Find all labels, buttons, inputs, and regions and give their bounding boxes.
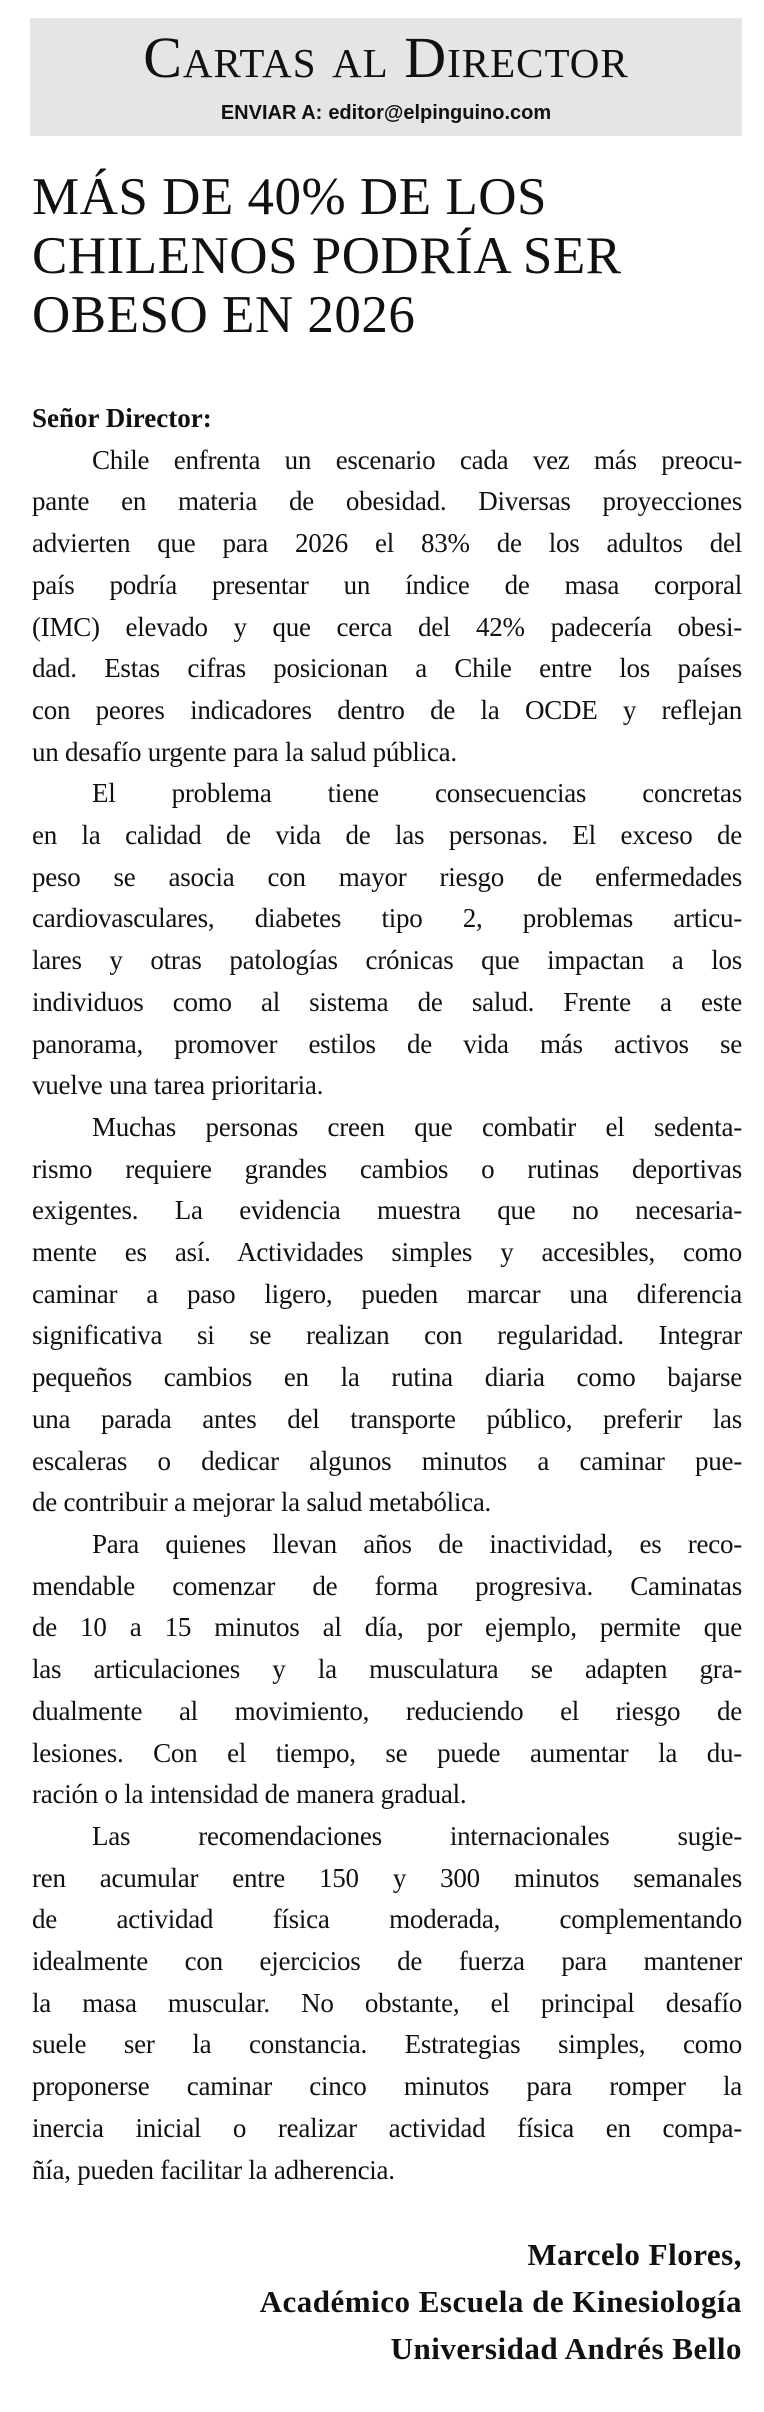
paragraph-line: mente es así. Actividades simples y accesibles, como	[32, 1237, 742, 1268]
send-to-label: ENVIAR A:	[220, 102, 323, 124]
paragraph-line: idealmente con ejercicios de fuerza para mantener	[32, 1946, 742, 1977]
paragraph-line: pante en materia de obesidad. Diversas proyecciones	[32, 486, 742, 517]
paragraph-line: (IMC) elevado y que cerca del 42% padecería obesi-	[32, 611, 742, 642]
paragraph-line: las articulaciones y la musculatura se adapten gra-	[32, 1654, 742, 1685]
paragraph-line: ración o la intensidad de manera gradual.	[32, 1779, 467, 1810]
paragraph-line: mendable comenzar de forma progresiva. Caminatas	[32, 1570, 742, 1601]
paragraph-line: un desafío urgente para la salud pública.	[32, 736, 457, 767]
paragraph-line: proponerse caminar cinco minutos para romper la	[32, 2071, 742, 2102]
paragraph-line: Las recomendaciones internacionales sugie-	[92, 1820, 742, 1851]
paragraph-line: advierten que para 2026 el 83% de los adultos del	[32, 528, 742, 559]
editor-email: editor@elpinguino.com	[328, 102, 552, 124]
paragraph-line: lares y otras patologías crónicas que impactan a los	[32, 945, 742, 976]
paragraph-line: ñía, pueden facilitar la adherencia.	[32, 2154, 395, 2185]
paragraph-line: peso se asocia con mayor riesgo de enfermedades	[32, 861, 742, 892]
section-header	[30, 18, 742, 136]
paragraph-line: dualmente al movimiento, reduciendo el riesgo de	[32, 1695, 742, 1726]
paragraph-line: país podría presentar un índice de masa corporal	[32, 569, 742, 600]
paragraph-line: Chile enfrenta un escenario cada vez más preocu-	[92, 444, 742, 475]
letter-body	[32, 398, 742, 2191]
salutation: Señor Director:	[32, 403, 212, 433]
paragraph-line: suele ser la constancia. Estrategias simples, como	[32, 2029, 742, 2060]
letter-headline	[32, 168, 732, 345]
paragraph-line: panorama, promover estilos de vida más activos se	[32, 1028, 742, 1059]
headline-line-1: MÁS DE 40% DE LOS	[32, 168, 547, 226]
paragraph	[32, 440, 742, 774]
paragraph-line: exigentes. La evidencia muestra que no necesaria-	[32, 1195, 742, 1226]
paragraph-line: inercia inicial o realizar actividad física en compa-	[32, 2112, 742, 2143]
paragraph	[32, 773, 742, 1107]
paragraph-line: una parada antes del transporte público, preferir las	[32, 1403, 742, 1434]
author-role: Académico Escuela de Kinesiología	[259, 2284, 742, 2319]
paragraph	[32, 1524, 742, 1816]
paragraph-line: significativa si se realizan con regularidad. Integrar	[32, 1320, 742, 1351]
paragraph-line: Muchas personas creen que combatir el sedenta-	[92, 1111, 742, 1142]
paragraph-line: vuelve una tarea prioritaria.	[32, 1070, 324, 1101]
paragraph-line: El problema tiene consecuencias concretas	[92, 778, 742, 809]
headline-line-3: OBESO EN 2026	[32, 286, 416, 344]
paragraph-line: rismo requiere grandes cambios o rutinas deportivas	[32, 1153, 742, 1184]
paragraph	[32, 1816, 742, 2191]
signature-block	[260, 2231, 742, 2372]
paragraph-line: lesiones. Con el tiempo, se puede aumentar la du-	[32, 1737, 742, 1768]
paragraph-line: Para quienes llevan años de inactividad, es reco-	[92, 1528, 742, 1559]
paragraph-line: caminar a paso ligero, pueden marcar una diferencia	[32, 1278, 742, 1309]
send-to-line	[30, 100, 742, 126]
paragraph-line: de 10 a 15 minutos al día, por ejemplo, permite que	[32, 1612, 742, 1643]
paragraph-line: ren acumular entre 150 y 300 minutos semanales	[32, 1862, 742, 1893]
paragraph-line: pequeños cambios en la rutina diaria como bajarse	[32, 1362, 742, 1393]
paragraph-line: de contribuir a mejorar la salud metabólica.	[32, 1487, 492, 1518]
author-institution: Universidad Andrés Bello	[390, 2331, 742, 2366]
paragraph-line: escaleras o dedicar algunos minutos a caminar pue-	[32, 1445, 742, 1476]
paragraph-line: la masa muscular. No obstante, el principal desafío	[32, 1987, 742, 2018]
paragraph-line: dad. Estas cifras posicionan a Chile entre los países	[32, 653, 742, 684]
headline-line-2: CHILENOS PODRÍA SER	[32, 227, 622, 285]
section-title: Cartas al Director	[143, 25, 629, 90]
paragraph-line: individuos como al sistema de salud. Frente a este	[32, 986, 742, 1017]
paragraph-line: con peores indicadores dentro de la OCDE y reflejan	[32, 694, 742, 725]
paragraphs	[32, 440, 742, 2192]
paragraph-line: de actividad física moderada, complementando	[32, 1904, 742, 1935]
author-name: Marcelo Flores,	[527, 2237, 742, 2272]
paragraph-line: en la calidad de vida de las personas. El exceso de	[32, 820, 742, 851]
paragraph-line: cardiovasculares, diabetes tipo 2, problemas articu-	[32, 903, 742, 934]
paragraph	[32, 1107, 742, 1524]
